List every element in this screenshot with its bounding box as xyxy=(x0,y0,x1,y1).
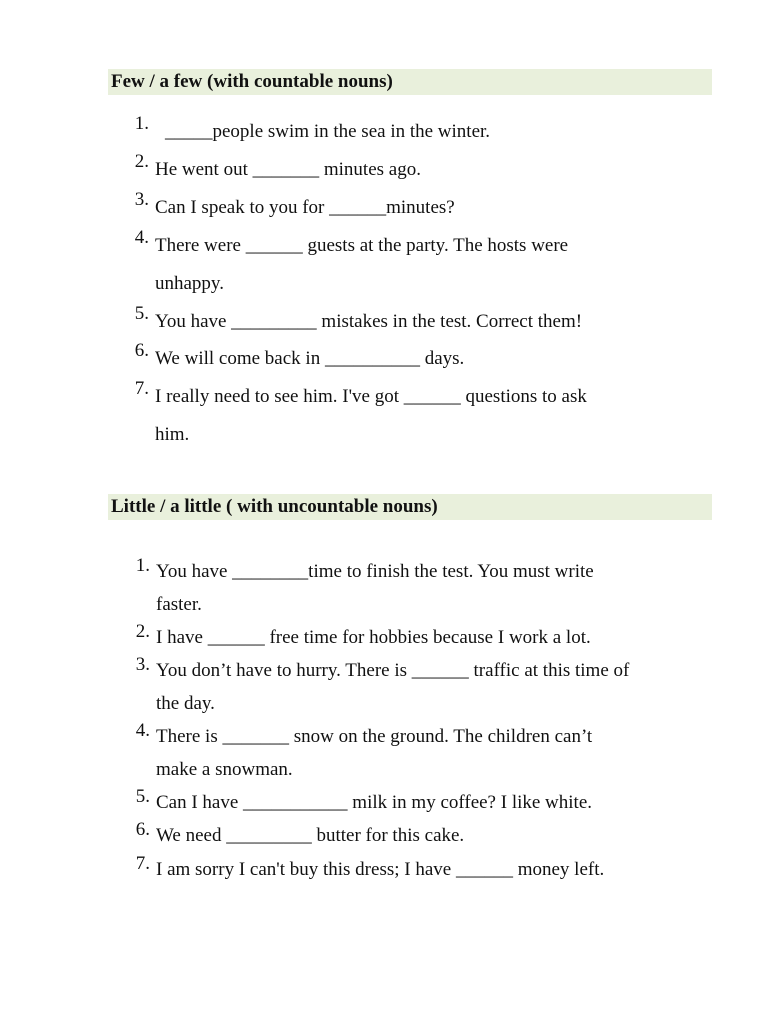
item-line: him. xyxy=(155,424,190,445)
item-text xyxy=(155,378,587,454)
item-number: 3. xyxy=(135,654,150,675)
item-number: 1. xyxy=(134,113,149,134)
item-line: unhappy. xyxy=(155,273,224,294)
item-number: 2. xyxy=(134,151,149,172)
section-heading-little: Little / a little ( with uncountable nouns) xyxy=(108,494,712,520)
item-number: 3. xyxy=(134,189,149,210)
item-line: We will come back in __________ days. xyxy=(155,348,465,369)
item-number: 5. xyxy=(135,786,150,807)
item-line: You have ________time to finish the test. You must write xyxy=(156,561,594,582)
item-number: 5. xyxy=(134,303,149,324)
item-line: We need _________ butter for this cake. xyxy=(156,825,465,846)
item-number: 6. xyxy=(134,340,149,361)
item-number: 2. xyxy=(135,621,150,642)
item-text xyxy=(155,189,455,227)
item-line: There were ______ guests at the party. The hosts were xyxy=(155,235,569,256)
item-line: faster. xyxy=(156,594,202,615)
item-line: I really need to see him. I've got ______ questions to ask xyxy=(155,386,587,407)
item-line: Can I have ___________ milk in my coffee? I like white. xyxy=(156,792,593,813)
item-number: 7. xyxy=(135,853,150,874)
item-text xyxy=(156,555,594,621)
item-line: I am sorry I can't buy this dress; I have ______ money left. xyxy=(156,859,605,880)
item-text xyxy=(155,303,582,341)
item-text xyxy=(156,654,629,720)
item-number: 4. xyxy=(135,720,150,741)
item-text xyxy=(156,853,604,886)
item-number: 1. xyxy=(135,555,150,576)
item-line: You have _________ mistakes in the test. Correct them! xyxy=(155,311,583,332)
item-line: You don’t have to hurry. There is ______ traffic at this time of xyxy=(156,660,630,681)
item-line: make a snowman. xyxy=(156,759,293,780)
item-text xyxy=(155,227,568,303)
item-line: _____people swim in the sea in the winter. xyxy=(165,121,491,142)
item-text xyxy=(156,621,591,654)
item-line: He went out _______ minutes ago. xyxy=(155,159,421,180)
item-line: There is _______ snow on the ground. The children can’t xyxy=(156,726,593,747)
item-text xyxy=(155,340,464,378)
item-number: 7. xyxy=(134,378,149,399)
item-number: 4. xyxy=(134,227,149,248)
item-text xyxy=(156,786,592,819)
item-line: Can I speak to you for ______minutes? xyxy=(155,197,455,218)
item-line: the day. xyxy=(156,693,215,714)
item-text xyxy=(156,819,464,852)
item-number: 6. xyxy=(135,819,150,840)
item-text xyxy=(155,151,421,189)
item-text xyxy=(165,113,490,151)
item-line: I have ______ free time for hobbies because I work a lot. xyxy=(156,627,591,648)
section-heading-few: Few / a few (with countable nouns) xyxy=(108,69,712,95)
item-text xyxy=(156,720,592,786)
